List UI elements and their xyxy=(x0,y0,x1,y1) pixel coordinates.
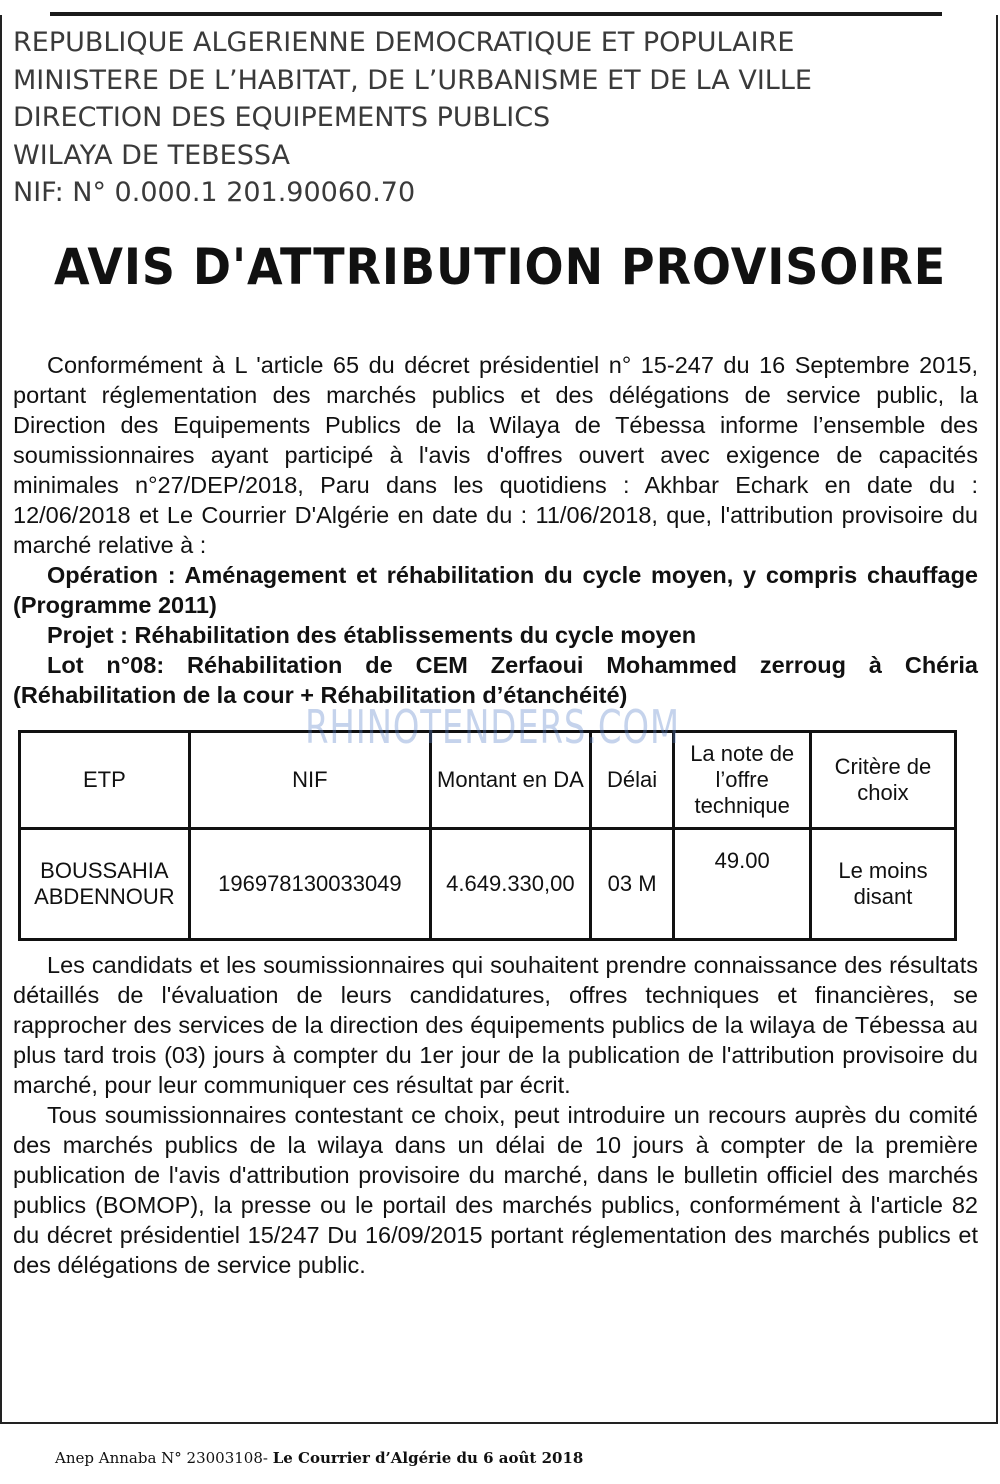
candidats-paragraph: Les candidats et les soumissionnaires qui souhaitent prendre connaissance des résultats détaillés de l'évaluation de leurs candidatures, offres techniques et financières, se rapprocher des services de la direction des équipements publics de la wilaya de Tébessa au plus tard trois (03) jours à compter du 1er jour de la publication de l'attribution provisoire du marché, pour leur communiquer ces résultat par écrit. xyxy=(13,952,978,1098)
intro-paragraph: Conformément à L 'article 65 du décret présidentiel n° 15-247 du 16 Septembre 2015, portant réglementation des marchés publics et des délégations de service public, la Direction des Equipements Publics de la Wilaya de Tébessa informe l’ensemble des soumissionnaires ayant participé à l'avis d'offres ouvert avec exigence de capacités minimales n°27/DEP/2018, Paru dans les quotidiens : Akhbar Echark en date du : 12/06/2018 et Le Courrier D'Algérie en date du : 11/06/2018, que, l'attribution provisoire du marché relative à : xyxy=(13,352,978,558)
operation-line: Opération : Aménagement et réhabilitation du cycle moyen, y compris chauffage (Programme 2011) xyxy=(13,562,978,618)
header-republic: REPUBLIQUE ALGERIENNE DEMOCRATIQUE ET POPULAIRE xyxy=(13,27,795,58)
publication-footer xyxy=(55,1449,583,1467)
footer-anep-ref: Anep Annaba N° 23003108- xyxy=(55,1449,273,1467)
cell-note: 49.00 xyxy=(674,829,811,940)
notice-closing xyxy=(13,950,978,1280)
cell-etp: BOUSSAHIA ABDENNOUR xyxy=(20,829,190,940)
issuer-header xyxy=(13,24,973,212)
header-nif: NIF: N° 0.000.1 201.90060.70 xyxy=(13,177,416,208)
recours-paragraph: Tous soumissionnaires contestant ce choix, peut introduire un recours auprès du comité des marchés publics de la wilaya dans un délai de 10 jours à compter de la première publication de l'avis d'attribution provisoire du marché, dans le bulletin officiel des marchés publics (BOMOP), la presse ou le portail des marchés publics, conformément à l'article 82 du décret présidentiel 15/247 Du 16/09/2015 portant réglementation des marchés publics et des délégations de service public. xyxy=(13,1102,978,1278)
cell-nif: 196978130033049 xyxy=(189,829,430,940)
lot-line: Lot n°08: Réhabilitation de CEM Zerfaoui Mohammed zerroug à Chéria (Réhabilitation de la cour + Réhabilitation d’étanchéité) xyxy=(13,652,978,708)
cell-montant: 4.649.330,00 xyxy=(431,829,591,940)
col-montant: Montant en DA xyxy=(431,732,591,829)
table-row xyxy=(20,829,956,940)
col-etp: ETP xyxy=(20,732,190,829)
notice-body xyxy=(13,350,978,710)
header-ministry: MINISTERE DE L’HABITAT, DE L’URBANISME ET DE LA VILLE xyxy=(13,64,812,96)
notice-title: AVIS D'ATTRIBUTION PROVISOIRE xyxy=(53,238,947,296)
footer-publication: Le Courrier d’Algérie du 6 août 2018 xyxy=(272,1449,584,1467)
col-critere: Critère de choix xyxy=(810,732,955,829)
cell-delai: 03 M xyxy=(590,829,674,940)
header-direction: DIRECTION DES EQUIPEMENTS PUBLICS xyxy=(13,102,551,133)
header-wilaya: WILAYA DE TEBESSA xyxy=(13,139,290,171)
col-delai: Délai xyxy=(590,732,674,829)
col-nif: NIF xyxy=(189,732,430,829)
award-table xyxy=(18,730,957,941)
cell-critere: Le moins disant xyxy=(810,829,955,940)
table-header-row xyxy=(20,732,956,829)
projet-line: Projet : Réhabilitation des établissements du cycle moyen xyxy=(47,622,697,648)
watermark: RHINOTENDERS.COM xyxy=(305,700,681,754)
col-note: La note de l’offre technique xyxy=(674,732,811,829)
